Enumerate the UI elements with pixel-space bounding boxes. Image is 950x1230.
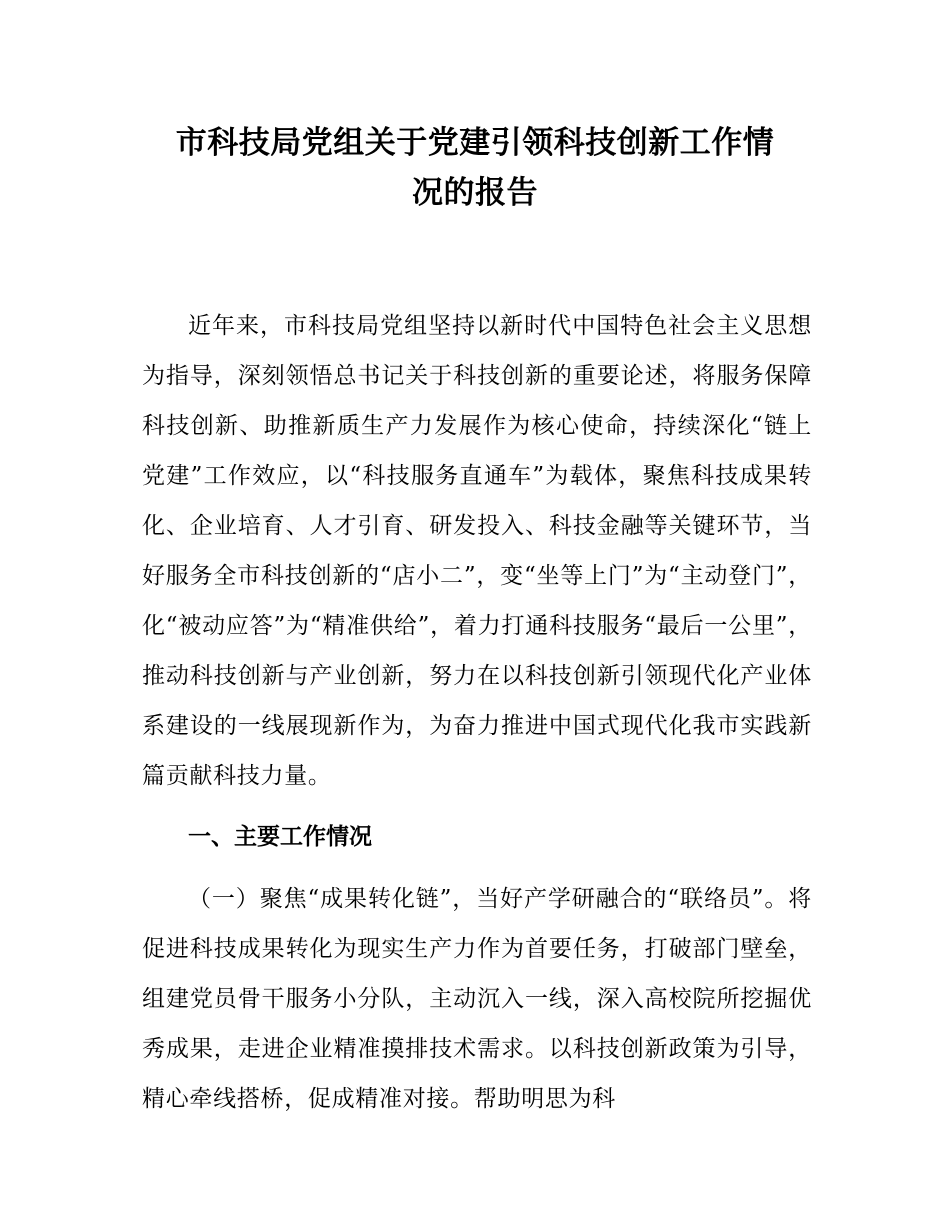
subsection-paragraph: （一）聚焦“成果转化链”，当好产学研融合的“联络员”。将促进科技成果转化为现实生产力作为首要任务，打破部门壁垒，组建党员骨干服务小分队，主动沉入一线，深入高校院所挖掘优秀成果，走进企业精准摸排技术需求。以科技创新政策为引导，精心牵线搭桥，促成精准对接。帮助明思为科 (142, 886, 812, 1112)
title-line-1: 市科技局党组关于党建引领科技创新工作情 (175, 125, 775, 161)
section-heading: 一、主要工作情况 (188, 824, 372, 850)
intro-paragraph: 近年来，市科技局党组坚持以新时代中国特色社会主义思想为指导，深刻领悟总书记关于科技创新的重要论述，将服务保障科技创新、助推新质生产力发展作为核心使命，持续深化“链上党建”工作效应，以“科技服务直通车”为载体，聚焦科技成果转化、企业培育、人才引育、研发投入、科技金融等关键环节，当好服务全市科技创新的“店小二”，变“坐等上门”为“主动登门”，化“被动应答”为“精准供给”，着力打通科技服务“最后一公里”，推动科技创新与产业创新，努力在以科技创新引领现代化产业体系建设的一线展现新作为，为奋力推进中国式现代化我市实践新篇贡献科技力量。 (142, 313, 812, 789)
document-title (140, 118, 810, 218)
title-line-2: 况的报告 (412, 175, 538, 211)
paragraph-gap (142, 801, 812, 808)
document-body (142, 301, 812, 1124)
